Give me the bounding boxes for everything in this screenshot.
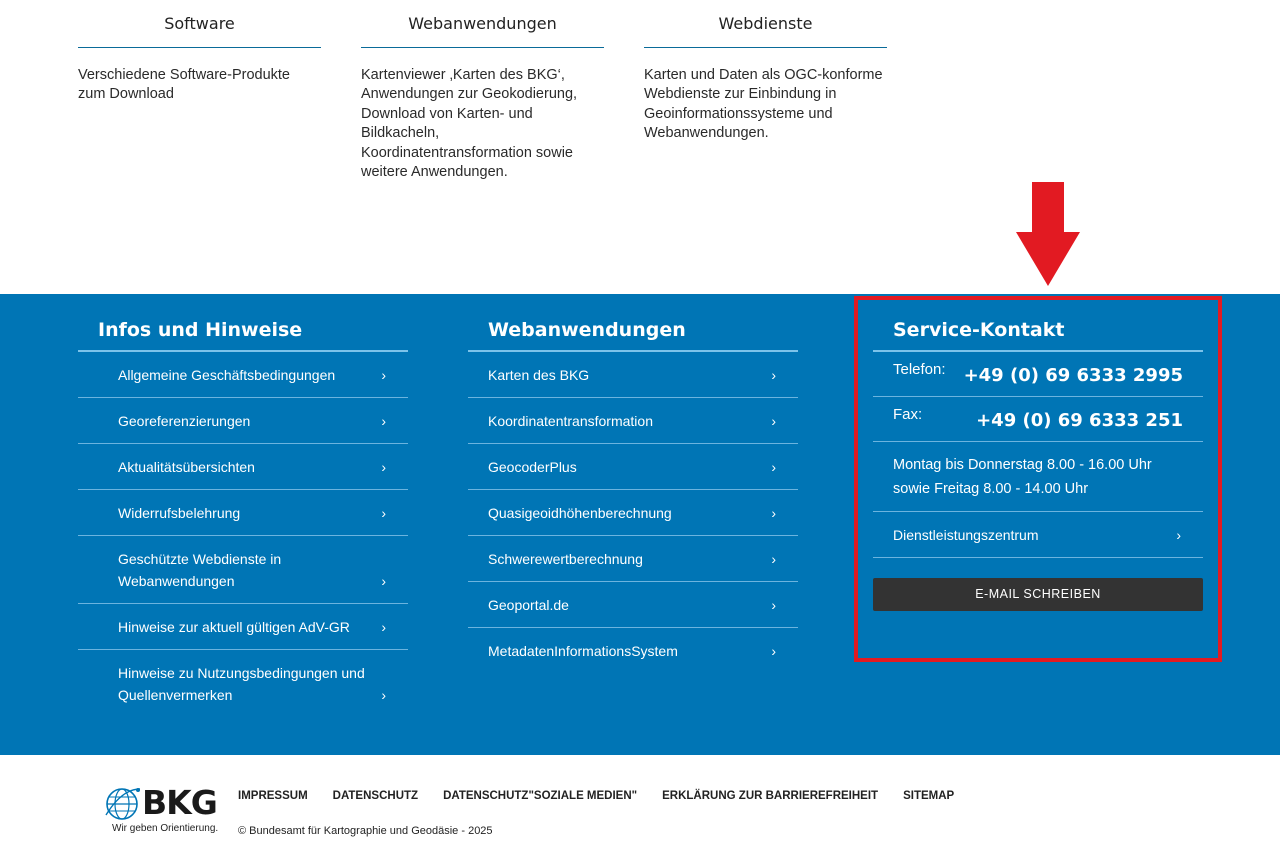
link-agb[interactable] (78, 352, 408, 398)
infos-heading: Infos und Hinweise (78, 294, 408, 352)
apps-column (468, 294, 798, 673)
teaser-title[interactable]: Webdienste (644, 0, 887, 48)
teaser-webdienste (644, 0, 887, 144)
fax-number: +49 (0) 69 6333 251 (976, 410, 1183, 431)
fax-label: Fax: (893, 406, 923, 423)
nav-impressum[interactable]: IMPRESSUM (238, 790, 308, 802)
teaser-text: Kartenviewer ‚Karten des BKG‘, Anwendungen zur Geokodierung, Download von Karten- und Bildkacheln, Koordinatentransformation sowie weitere Anwendungen. (361, 67, 578, 181)
link-label: Geschützte Webdienste in Webanwendungen (118, 551, 282, 589)
chevron-right-icon: › (381, 687, 386, 703)
chevron-right-icon: › (771, 643, 776, 659)
link-geoportal[interactable] (468, 582, 798, 628)
chevron-right-icon: › (1176, 527, 1181, 543)
chevron-right-icon: › (381, 573, 386, 589)
chevron-right-icon: › (381, 619, 386, 635)
teaser-title[interactable]: Webanwendungen (361, 0, 604, 48)
link-label: Geoportal.de (488, 597, 569, 613)
link-label: Aktualitätsübersichten (118, 459, 255, 475)
nav-datenschutz-soziale-medien[interactable]: DATENSCHUTZ"SOZIALE MEDIEN" (443, 790, 638, 802)
nav-sitemap[interactable]: SITEMAP (903, 790, 955, 802)
bottom-nav (238, 790, 954, 802)
teaser-webanwendungen (361, 0, 604, 182)
infos-column (78, 294, 408, 717)
link-label: MetadatenInformationsSystem (488, 643, 678, 659)
teaser-text: Karten und Daten als OGC-konforme Webdienste zur Einbindung in Geoinformationssysteme und Webanwendungen. (644, 67, 883, 142)
link-metadateninformationssystem[interactable] (468, 628, 798, 673)
bkg-logo[interactable] (104, 783, 219, 839)
email-button[interactable]: E-MAIL SCHREIBEN (873, 578, 1203, 611)
nav-datenschutz[interactable]: DATENSCHUTZ (332, 790, 419, 802)
chevron-right-icon: › (771, 367, 776, 383)
link-label: Dienstleistungszentrum (893, 527, 1039, 543)
logo-text: BKG (142, 783, 217, 822)
link-adv-gr[interactable] (78, 604, 408, 650)
phone-number[interactable]: +49 (0) 69 6333 2995 (963, 365, 1183, 386)
link-label: Allgemeine Geschäftsbedingungen (118, 367, 336, 383)
chevron-right-icon: › (771, 551, 776, 567)
highlight-box (854, 296, 1222, 662)
link-label: Hinweise zur aktuell gültigen AdV-GR (118, 619, 350, 635)
chevron-right-icon: › (771, 505, 776, 521)
bottom-bar (0, 755, 1280, 860)
contact-heading: Service-Kontakt (873, 294, 1203, 352)
link-quasigeoidhoehenberechnung[interactable] (468, 490, 798, 536)
chevron-right-icon: › (771, 413, 776, 429)
chevron-right-icon: › (381, 367, 386, 383)
link-geschuetzte-webdienste[interactable] (78, 536, 408, 604)
link-koordinatentransformation[interactable] (468, 398, 798, 444)
link-aktualitaetsuebersichten[interactable] (78, 444, 408, 490)
chevron-right-icon: › (381, 505, 386, 521)
teaser-software (78, 0, 321, 105)
teaser-title[interactable]: Software (78, 0, 321, 48)
link-label: GeocoderPlus (488, 459, 577, 475)
hours-friday: sowie Freitag 8.00 - 14.00 Uhr (893, 481, 1089, 497)
hours-weekdays: Montag bis Donnerstag 8.00 - 16.00 Uhr (893, 457, 1152, 473)
link-karten-des-bkg[interactable] (468, 352, 798, 398)
teaser-text: Verschiedene Software-Produkte zum Download (78, 67, 290, 103)
apps-heading: Webanwendungen (468, 294, 798, 352)
red-arrow-down-icon (1016, 182, 1080, 286)
link-label: Karten des BKG (488, 367, 590, 383)
link-label: Widerrufsbelehrung (118, 505, 241, 521)
chevron-right-icon: › (771, 459, 776, 475)
nav-barrierefreiheit[interactable]: ERKLÄRUNG ZUR BARRIEREFREIHEIT (662, 790, 879, 802)
link-geocoderplus[interactable] (468, 444, 798, 490)
link-label: Quasigeoidhöhenberechnung (488, 505, 672, 521)
copyright: © Bundesamt für Kartographie und Geodäsie - 2025 (238, 825, 493, 837)
link-label: Schwerewertberechnung (488, 551, 643, 567)
link-nutzungsbedingungen[interactable] (78, 650, 408, 717)
link-georeferenzierungen[interactable] (78, 398, 408, 444)
chevron-right-icon: › (381, 459, 386, 475)
link-label: Koordinatentransformation (488, 413, 653, 429)
link-schwerewertberechnung[interactable] (468, 536, 798, 582)
chevron-right-icon: › (771, 597, 776, 613)
globe-icon (104, 785, 142, 821)
link-widerrufsbelehrung[interactable] (78, 490, 408, 536)
phone-label: Telefon: (893, 361, 946, 378)
link-label: Georeferenzierungen (118, 413, 251, 429)
link-label: Hinweise zu Nutzungsbedingungen und Quellenvermerken (118, 665, 365, 703)
chevron-right-icon: › (381, 413, 386, 429)
logo-tagline: Wir geben Orientierung. (112, 823, 219, 834)
